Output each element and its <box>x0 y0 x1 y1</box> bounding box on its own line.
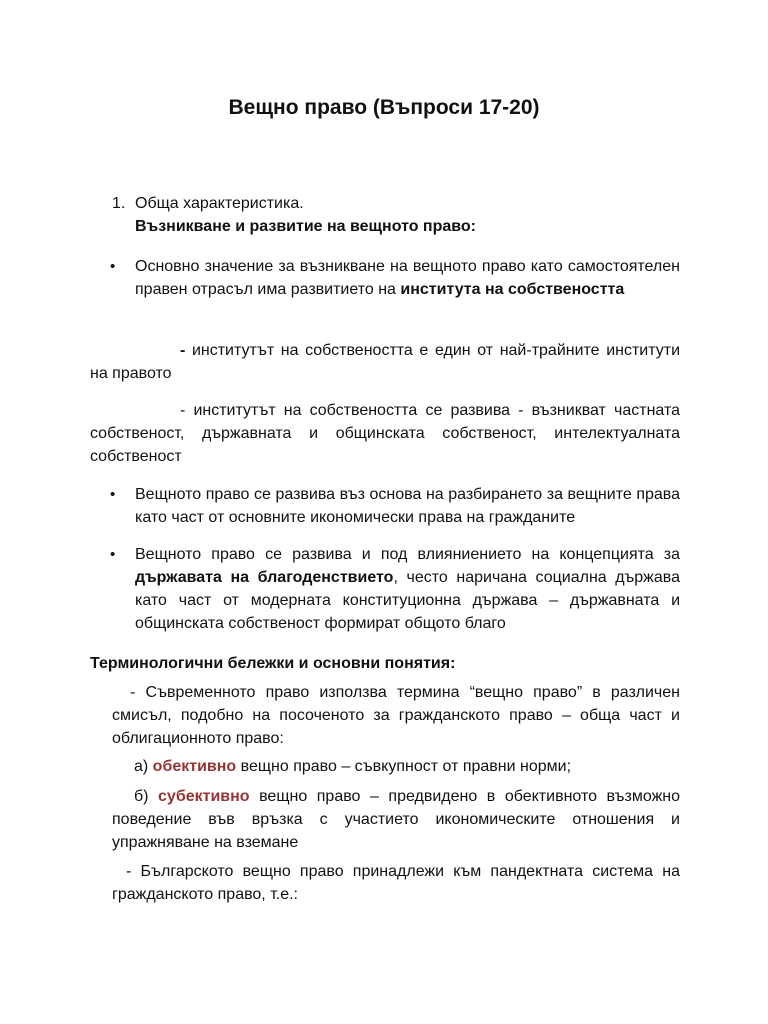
document-title: Вещно право (Въпроси 17-20) <box>228 96 540 119</box>
item-a <box>112 755 680 778</box>
bullet-1-text: Основно значение за възникване на вещното право като самостоятелен правен отрасъл има развитието на <box>135 258 680 298</box>
item-b-term: субективно <box>158 788 250 805</box>
paragraph-1-dash: - <box>180 342 186 359</box>
item-a-term: обективно <box>152 758 237 775</box>
bullet-paragraph-1 <box>135 255 680 301</box>
paragraph-2-text: - институтът на собствеността се развива - възникват частната собственост, държавната и общинската собственост, интелектуалната собственост <box>90 402 680 465</box>
item-b <box>112 785 680 854</box>
bullet-3-text-post: , често наричана социална държава като част от модерната конституционна държава – държавната и общинската собственост формират общото благо <box>135 569 681 632</box>
section-number: 1. <box>112 195 126 212</box>
section-heading <box>135 192 680 238</box>
paragraph-3 <box>112 681 680 750</box>
paragraph-1 <box>90 339 680 385</box>
bullet-paragraph-3 <box>135 543 680 635</box>
bullet-3-bold: държавата на благоденствието <box>135 569 394 586</box>
paragraph-2 <box>90 399 680 468</box>
item-b-rest: вещно право – предвидено в обективното възможно поведение във връзка с участието икономическите отношения и упражняване на вземане <box>112 788 680 851</box>
section-subtitle: Обща характеристика. <box>135 195 304 212</box>
bullet-icon: • <box>110 546 116 563</box>
terminology-heading: Терминологични бележки и основни понятия: <box>90 655 456 672</box>
bullet-2-text: Вещното право се развива въз основа на разбирането за вещните права като част от основните икономически права на гражданите <box>135 486 680 526</box>
item-a-label: а) <box>134 758 153 775</box>
bullet-icon: • <box>110 258 116 275</box>
bullet-1-bold: института на собствеността <box>400 281 625 298</box>
item-a-rest: вещно право – съвкупност от правни норми; <box>236 758 572 775</box>
bullet-icon: • <box>110 486 116 503</box>
section-heading-bold: Възникване и развитие на вещното право: <box>135 218 476 235</box>
paragraph-4-text: - Българското вещно право принадлежи към пандектната система на гражданското право, т.е.: <box>112 863 680 903</box>
paragraph-1-text: институтът на собствеността е един от най-трайните институти на правото <box>90 342 680 382</box>
paragraph-3-text: - Съвременното право използва термина “вещно право” в различен смисъл, подобно на посоченото за гражданското право – обща част и облигационното право: <box>112 684 680 747</box>
item-b-label: б) <box>134 788 159 805</box>
bullet-paragraph-2 <box>135 483 680 529</box>
bullet-3-text-pre: Вещното право се развива и под влияниението на концепцията за <box>135 546 680 563</box>
paragraph-4 <box>112 860 680 906</box>
